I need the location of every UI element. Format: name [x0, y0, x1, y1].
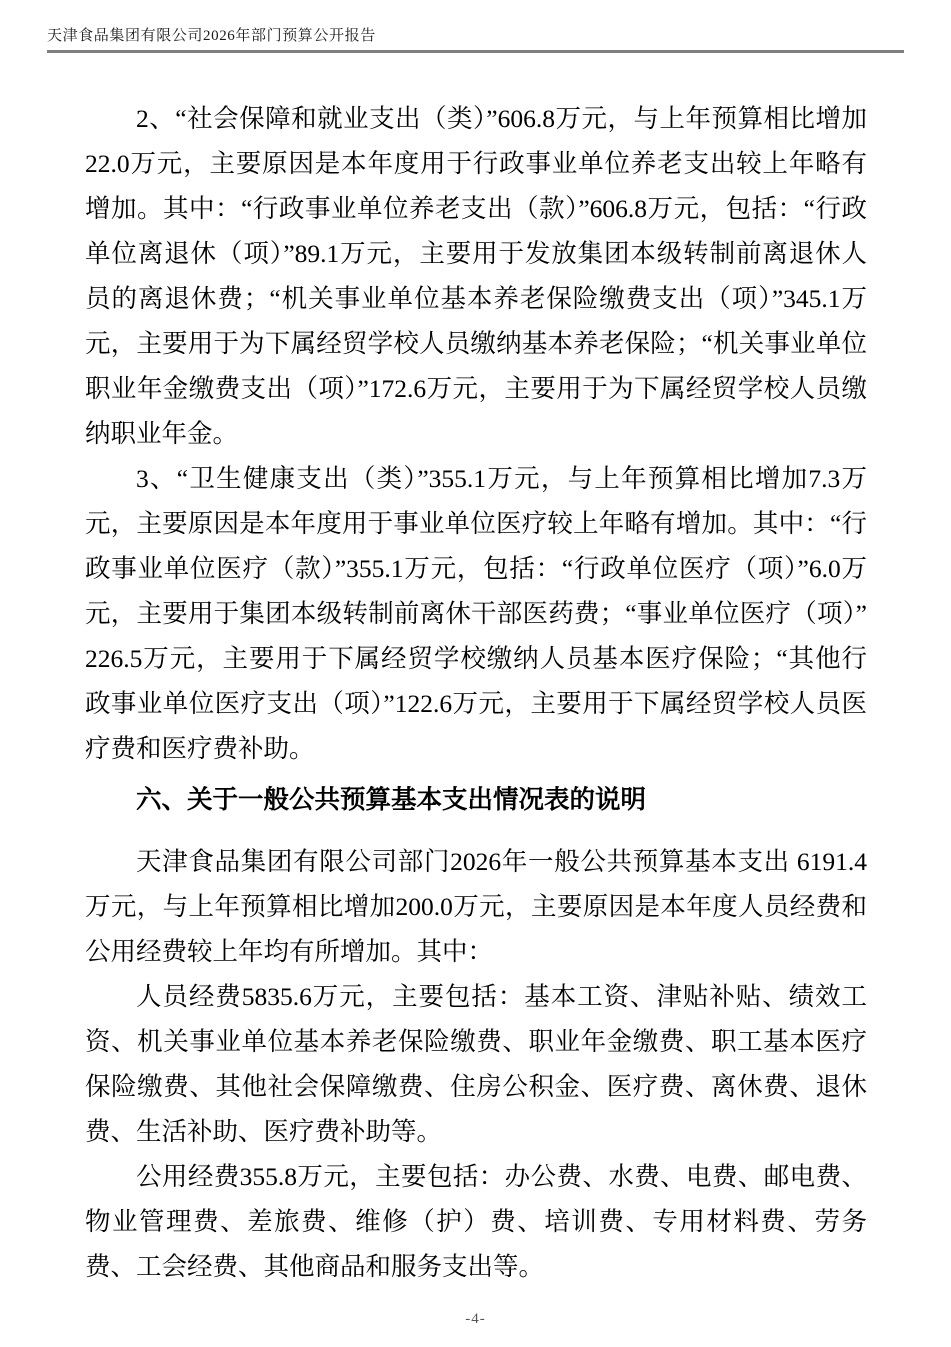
paragraph-public-funds: 公用经费355.8万元，主要包括：办公费、水费、电费、邮电费、物业管理费、差旅费、维修（护）费、培训费、专用材料费、劳务费、工会经费、其他商品和服务支出等。 [85, 1162, 867, 1281]
section-heading-basic-expenditure: 六、关于一般公共预算基本支出情况表的说明 [136, 786, 647, 814]
page-header [47, 24, 376, 45]
page-number: -4- [465, 1311, 486, 1327]
paragraph-health-expenditure: 3、“卫生健康支出（类）”355.1万元，与上年预算相比增加7.3万元，主要原因是本年度用于事业单位医疗较上年略有增加。其中：“行政事业单位医疗（款）”355.1万元，包括：“行政单位医疗（项）”6.0万元，主要用于集团本级转制前离休干部医药费；“事业单位医疗（项）”226.5万元，主要用于下属经贸学校缴纳人员基本医疗保险；“其他行政事业单位医疗支出（项）”122.6万元，主要用于下属经贸学校人员医疗费和医疗费补助。 [85, 464, 867, 763]
paragraph-personnel-funds: 人员经费5835.6万元，主要包括：基本工资、津贴补贴、绩效工资、机关事业单位基本养老保险缴费、职业年金缴费、职工基本医疗保险缴费、其他社会保障缴费、住房公积金、医疗费、离休费、退休费、生活补助、医疗费补助等。 [85, 982, 867, 1146]
header-title: 天津食品集团有限公司2026年部门预算公开报告 [47, 28, 376, 44]
document-body [85, 96, 867, 1289]
page-footer [0, 1311, 951, 1328]
paragraph-social-security-expenditure: 2、“社会保障和就业支出（类）”606.8万元，与上年预算相比增加22.0万元，主要原因是本年度用于行政事业单位养老支出较上年略有增加。其中：“行政事业单位养老支出（款）”606.8万元，包括：“行政单位离退休（项）”89.1万元，主要用于发放集团本级转制前离退休人员的离退休费；“机关事业单位基本养老保险缴费支出（项）”345.1万元，主要用于为下属经贸学校人员缴纳基本养老保险；“机关事业单位职业年金缴费支出（项）”172.6万元，主要用于为下属经贸学校人员缴纳职业年金。 [85, 104, 867, 448]
paragraph-basic-expenditure-total: 天津食品集团有限公司部门2026年一般公共预算基本支出 6191.4万元，与上年预算相比增加200.0万元，主要原因是本年度人员经费和公用经费较上年均有所增加。其中： [85, 847, 867, 966]
header-rule [47, 50, 904, 53]
